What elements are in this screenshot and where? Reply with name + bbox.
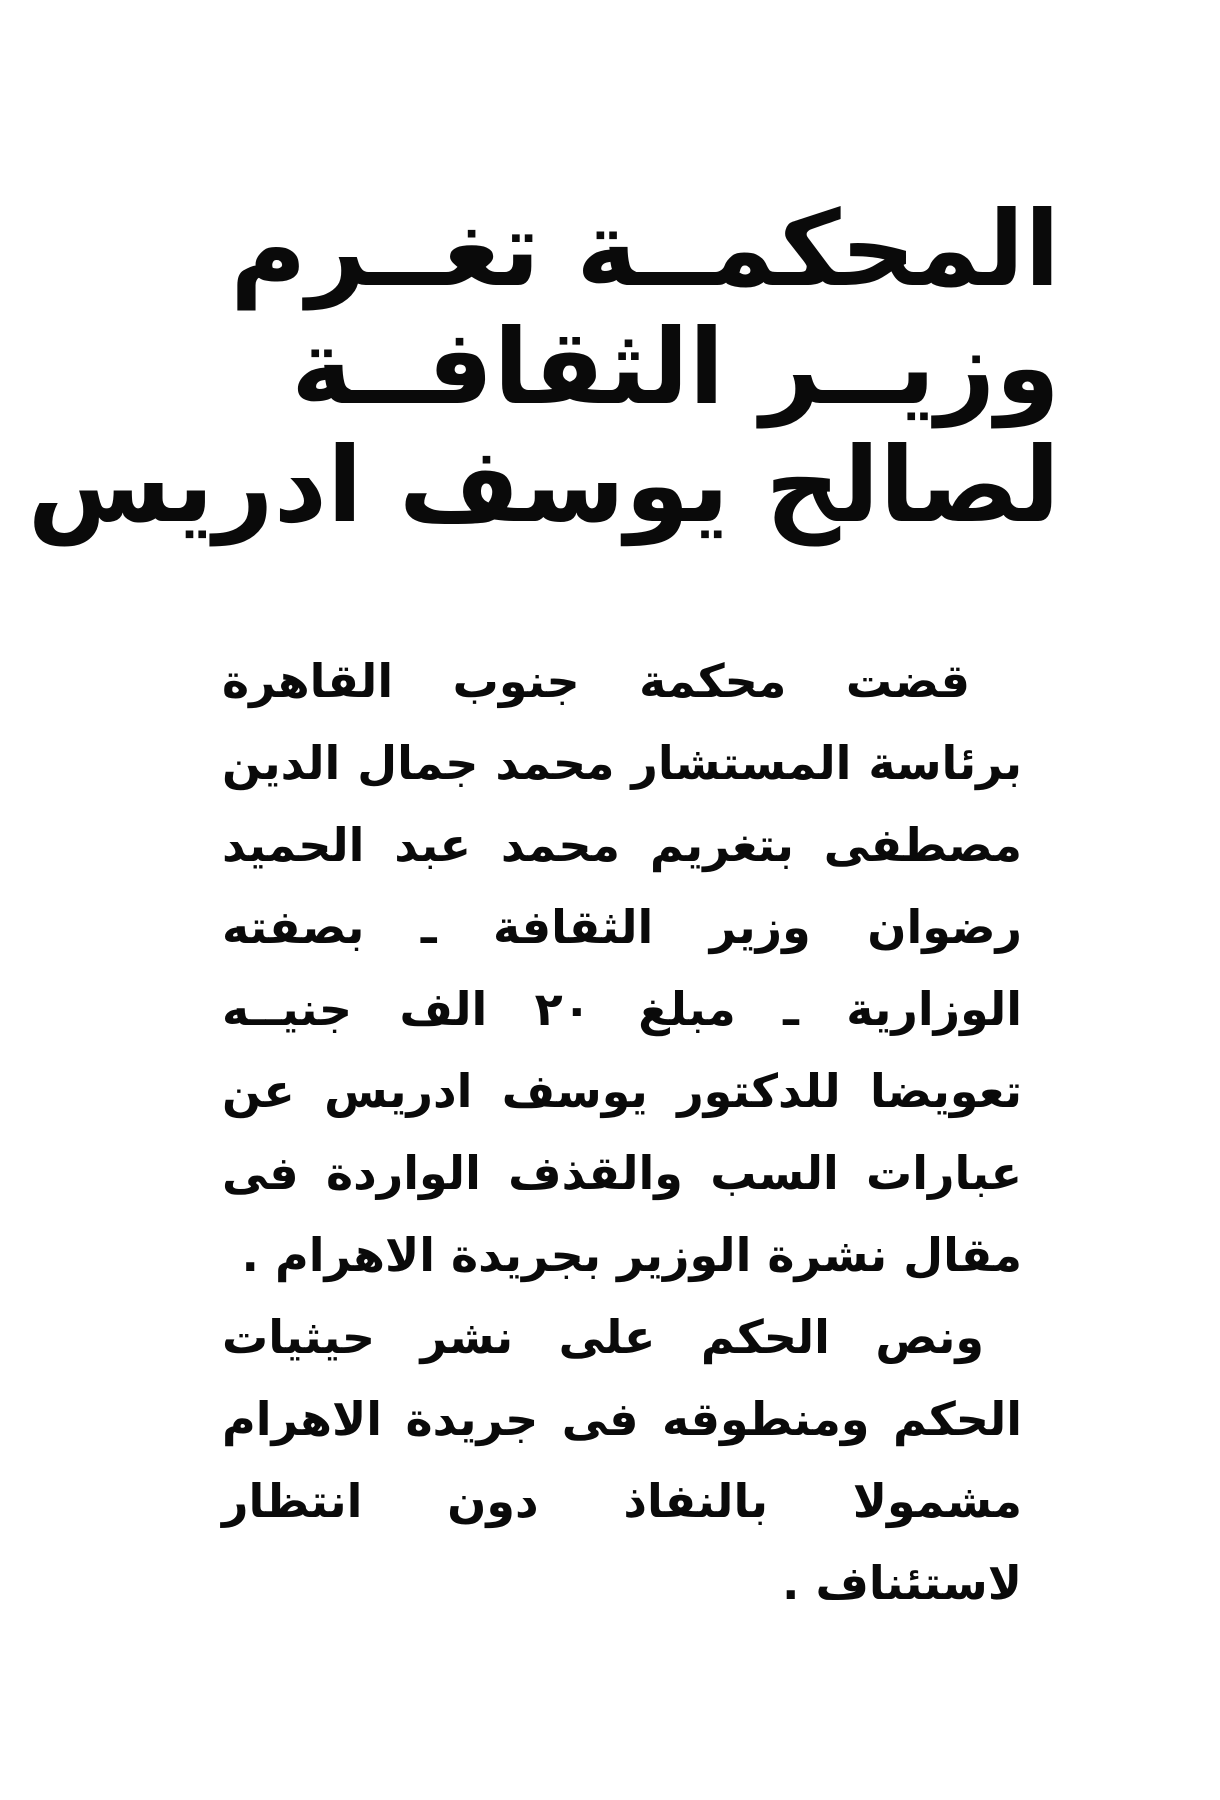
headline-line-3: لصالح يوسف ادريس — [27, 424, 1060, 546]
article-paragraph-1: قضت محكمة جنوب القاهرة برئاسة المستشار محمد جمال الدين مصطفى بتغريم محمد عبد الحميد رضوان وزير الثقافة ـ بصفته الوزارية ـ مبلغ ٢٠ الف جنيــه تعويضا للدكتور يوسف ادريس عن عبارات السب والقذف الواردة فى مقال نشرة الوزير بجريدة الاهرام . — [222, 654, 1022, 1282]
headline-line-1: المحكمــة تغــرم — [230, 188, 1060, 310]
article-body — [222, 640, 1022, 1624]
headline — [27, 188, 1060, 546]
headline-line-2: وزيــر الثقافــة — [291, 306, 1060, 428]
newspaper-clipping — [27, 160, 1060, 1660]
article-paragraph-2: ونص الحكم على نشر حيثيات الحكم ومنطوقه فى جريدة الاهرام مشمولا بالنفاذ دون انتظار لاستئناف . — [222, 1310, 1022, 1610]
